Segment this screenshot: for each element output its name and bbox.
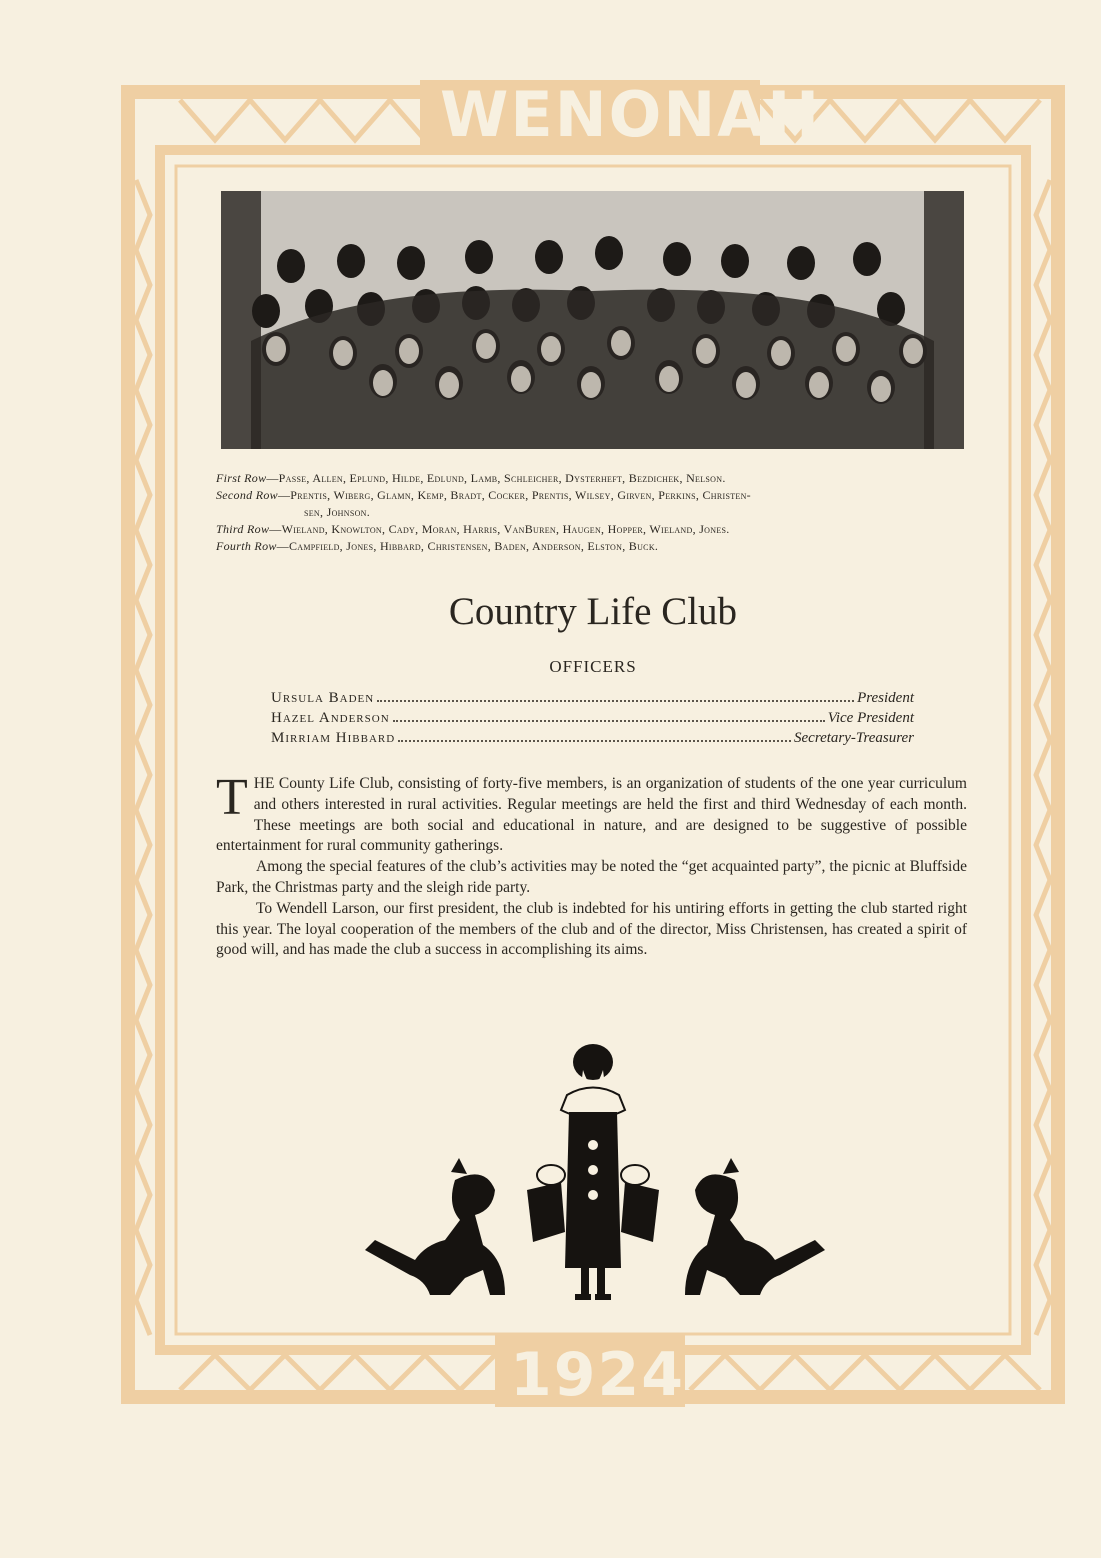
officer-role: Vice President <box>827 710 914 726</box>
paragraph-3: To Wendell Larson, our first president, the club is indebted for his untiring efforts in getting the club started right this year. The loyal cooperation of the members of the club and of the director, Miss Christensen, has created a spirit of good will, and has made the club a success in accomplishing its aims. <box>216 899 967 959</box>
caption-row-4: Fourth Row—Campfield, Jones, Hibbard, Christensen, Baden, Anderson, Elston, Buck. <box>216 539 659 553</box>
officers-heading: OFFICERS <box>549 657 637 676</box>
caption-row-2: Second Row—Prentis, Wiberg, Glamn, Kemp, Bradt, Cocker, Prentis, Wilsey, Girven, Perkins, Christen- <box>216 488 751 502</box>
yearbook-title: WENONAH <box>440 78 822 151</box>
dot-leader <box>393 720 825 722</box>
officer-row <box>271 688 914 708</box>
officer-name: Ursula Baden <box>271 690 375 706</box>
paragraph-2: Among the special features of the club’s activities may be noted the “get acquainted party”, the picnic at Bluffside Park, the Christmas party and the sleigh ride party. <box>216 858 967 896</box>
caption-row-2-continuation: sen, Johnson. <box>304 505 371 519</box>
silhouette-illustration <box>355 1040 835 1315</box>
yearbook-year: 1924 <box>510 1340 685 1410</box>
dot-leader <box>377 700 854 702</box>
caption-row-3: Third Row—Wieland, Knowlton, Cady, Moran, Harris, VanBuren, Haugen, Hopper, Wieland, Jones. <box>216 522 730 536</box>
dot-leader <box>398 740 791 742</box>
group-photo <box>221 191 964 449</box>
officer-name: Hazel Anderson <box>271 710 390 726</box>
caption-row-1: First Row—Passe, Allen, Eplund, Hilde, Edlund, Lamb, Schleicher, Dysterheft, Bezdichek, Nelson. <box>216 471 726 485</box>
club-description <box>216 769 967 961</box>
page-title: Country Life Club <box>448 590 738 633</box>
officers-list <box>271 688 914 748</box>
officer-role: Secretary-Treasurer <box>794 730 914 746</box>
officer-name: Mirriam Hibbard <box>271 730 396 746</box>
drop-cap: T <box>216 769 248 826</box>
paragraph-1: THE County Life Club, consisting of forty-five members, is an organization of students of the one year curriculum and others interested in rural activities. Regular meetings are held the first and third Wednesday of each month. These meetings are both social and educational in nature, and are designed to be suggestive of possible entertainment for rural community gatherings. <box>216 769 967 855</box>
officer-row <box>271 728 914 748</box>
officer-role: President <box>857 690 914 706</box>
photo-caption <box>216 470 966 555</box>
officer-row <box>271 708 914 728</box>
